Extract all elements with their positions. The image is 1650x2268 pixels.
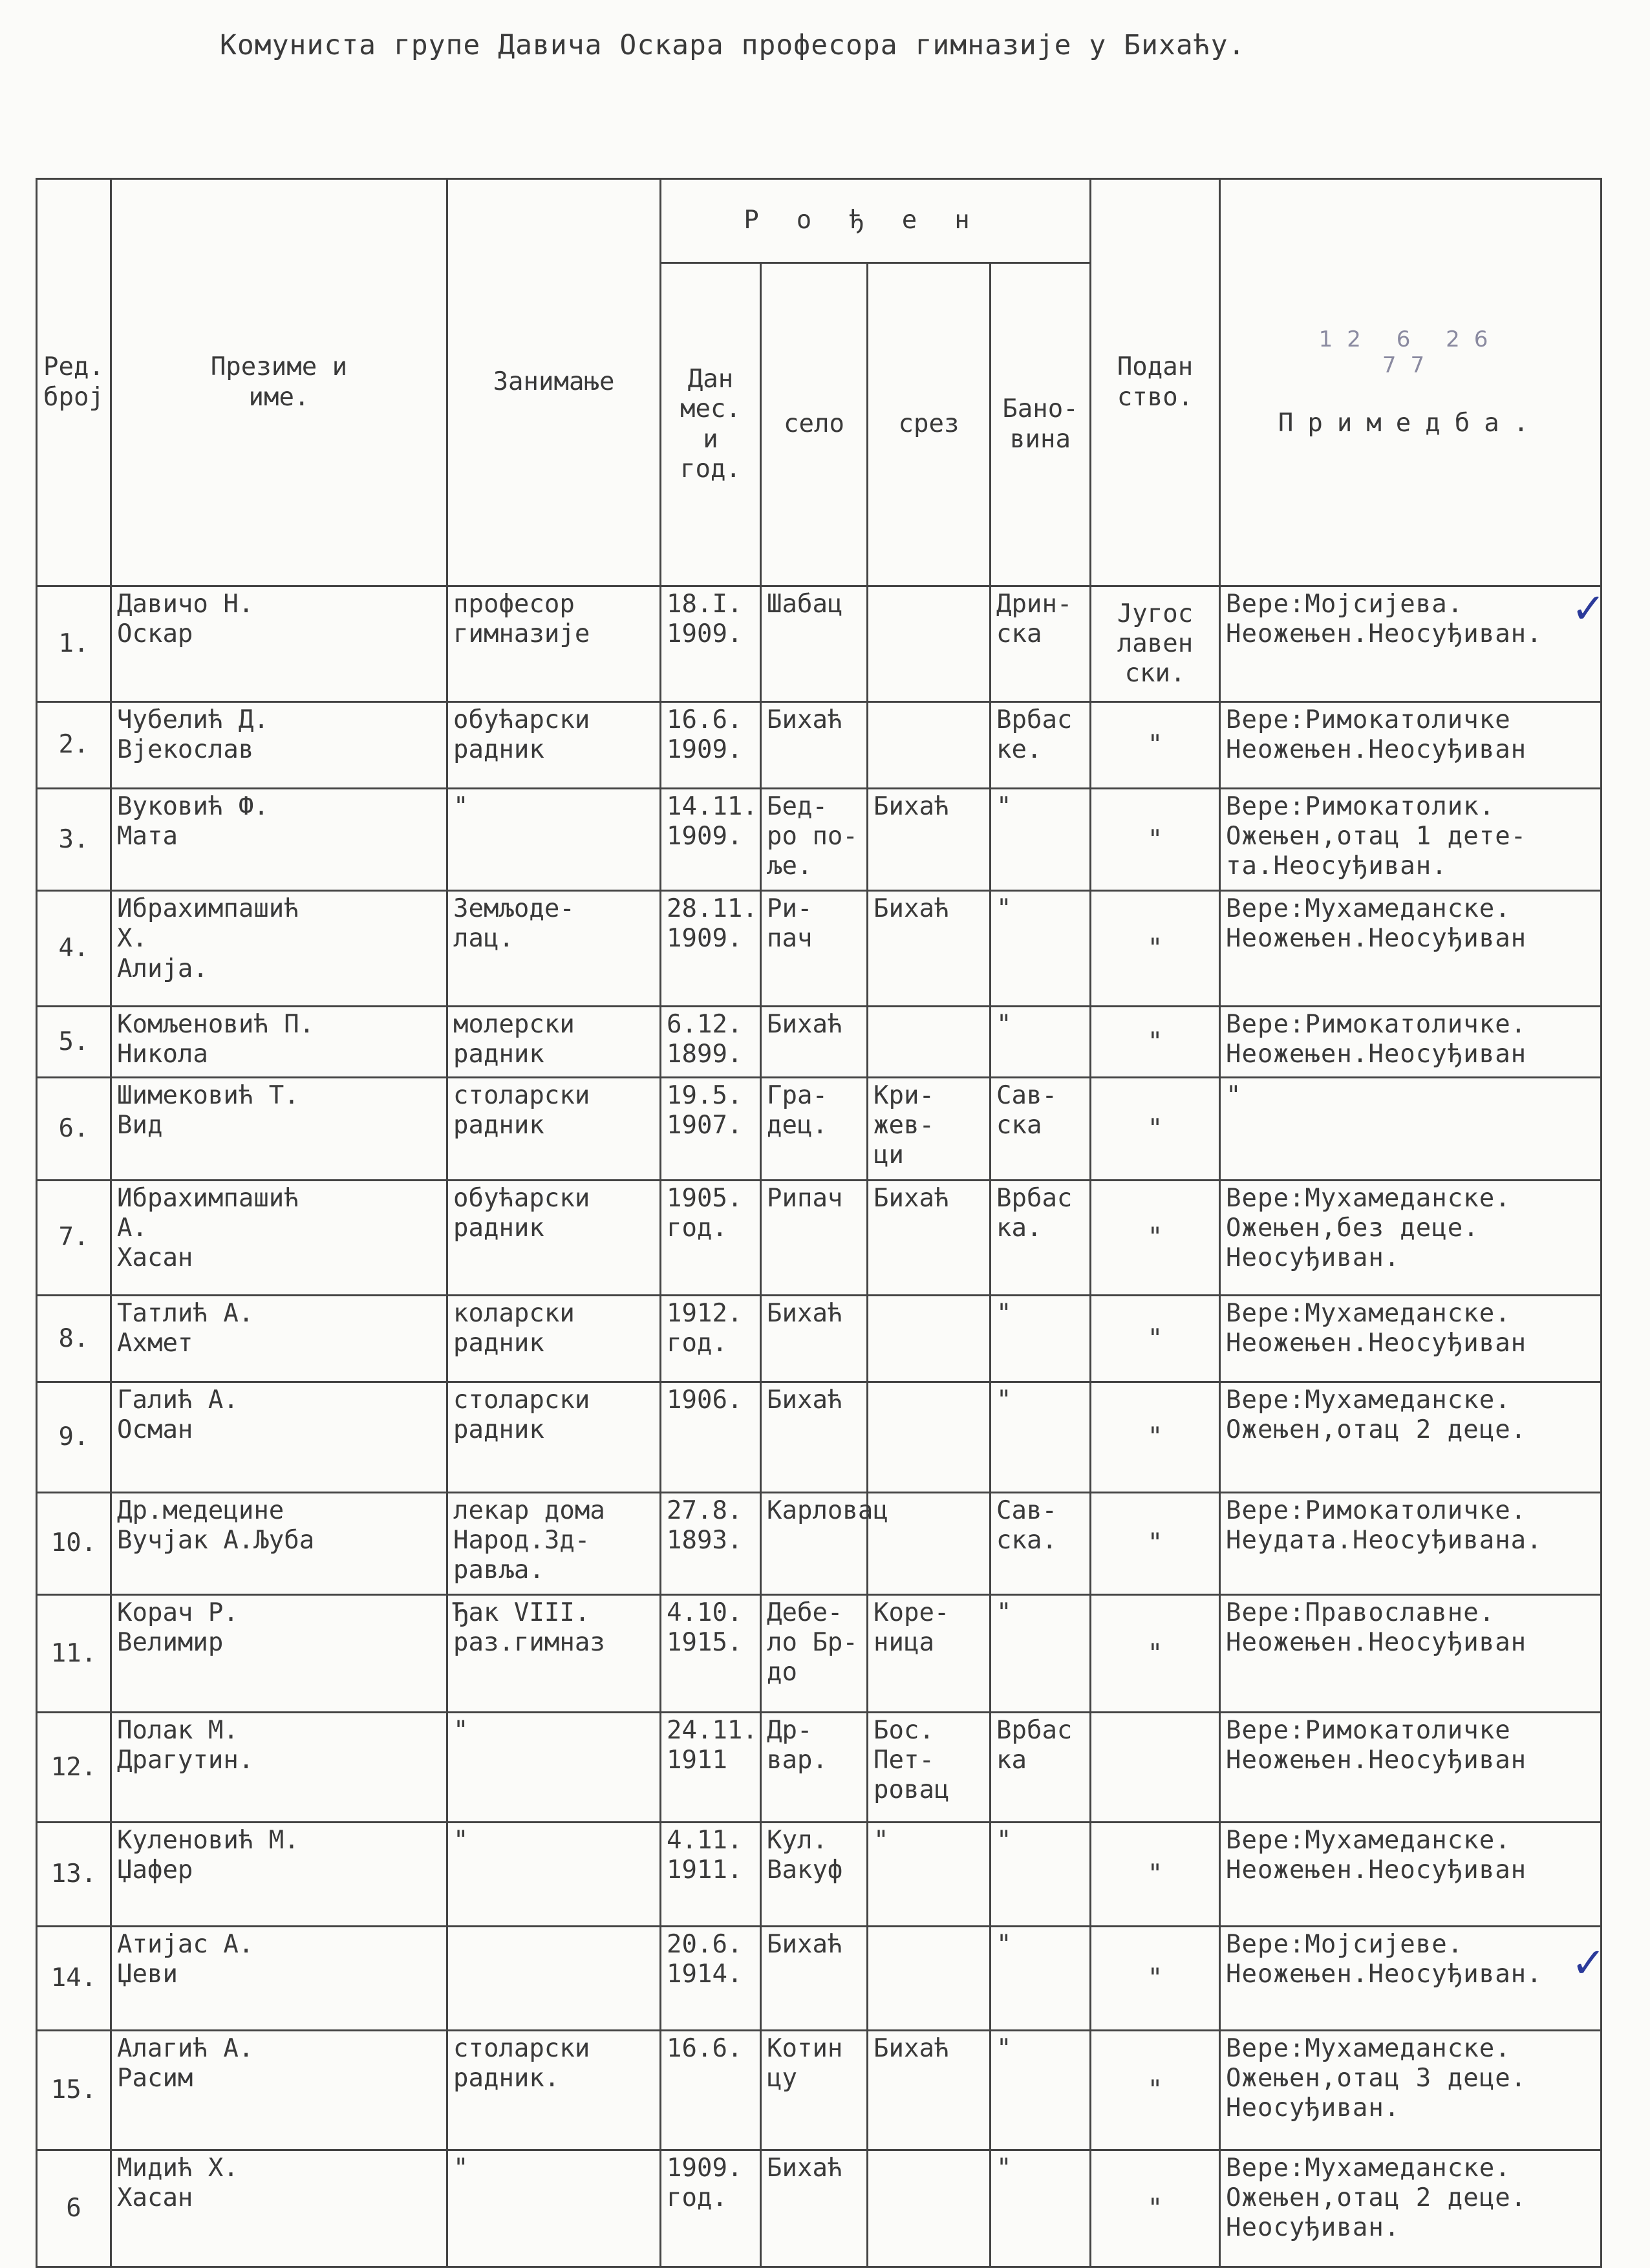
- district-cell: Бихаћ: [868, 788, 991, 891]
- table-header: [37, 179, 1602, 586]
- note-cell: Вере:Мојсијева. Неожењен.Неосуђиван.: [1220, 586, 1602, 702]
- note-cell: Вере:Мухамеданске. Неожењен.Неосуђиван: [1220, 1296, 1602, 1382]
- birth-date-cell: 16.6.: [661, 2030, 761, 2150]
- banovina-cell: ": [991, 2030, 1091, 2150]
- citizenship-cell: ": [1091, 1927, 1220, 2031]
- village-cell: Кул. Вакуф: [761, 1823, 868, 1927]
- birth-date-cell: 28.11. 1909.: [661, 891, 761, 1007]
- row-number: 4.: [37, 891, 111, 1007]
- birth-date-cell: 1912. год.: [661, 1296, 761, 1382]
- occupation-cell: столарски радник: [447, 1382, 661, 1492]
- birth-date-cell: 1909. год.: [661, 2150, 761, 2267]
- birth-date-cell: 27.8. 1893.: [661, 1492, 761, 1595]
- name-cell: Ибрахимпашић Х. Алија.: [111, 891, 447, 1007]
- citizenship-cell: Југос лавен ски.: [1091, 586, 1220, 702]
- occupation-cell: ": [447, 788, 661, 891]
- district-cell: [868, 2150, 991, 2267]
- name-cell: Др.медецине Вучјак А.Љуба: [111, 1492, 447, 1595]
- header-occupation: Занимање: [447, 179, 661, 586]
- header-banovina: Бано- вина: [991, 263, 1091, 586]
- check-mark: ✓: [1571, 585, 1606, 633]
- name-cell: Мидић Х. Хасан: [111, 2150, 447, 2267]
- note-cell: Вере:Римокатоличке. Неожењен.Неосуђиван: [1220, 1007, 1602, 1078]
- note-cell: Вере:Римокатоличке Неожењен.Неосуђиван: [1220, 1713, 1602, 1823]
- citizenship-cell: ": [1091, 1180, 1220, 1296]
- name-cell: Полак М. Драгутин.: [111, 1713, 447, 1823]
- birth-date-cell: 20.6. 1914.: [661, 1927, 761, 2031]
- note-cell: Вере:Мухамеданске. Неожењен.Неосуђиван: [1220, 1823, 1602, 1927]
- banovina-cell: ": [991, 788, 1091, 891]
- table-row: [37, 586, 1602, 702]
- note-cell: Вере:Римокатоличке. Неудата.Неосуђивана.: [1220, 1492, 1602, 1595]
- name-cell: Галић А. Осман: [111, 1382, 447, 1492]
- table-row: [37, 1927, 1602, 2031]
- village-cell: Др- вар.: [761, 1713, 868, 1823]
- document-title: Комуниста групе Давича Оскара професора гимназије у Бихаћу.: [220, 29, 1246, 61]
- district-cell: ": [868, 1823, 991, 1927]
- note-cell: ": [1220, 1077, 1602, 1180]
- name-cell: Давичо Н. Оскар: [111, 586, 447, 702]
- row-number: 3.: [37, 788, 111, 891]
- row-number: 6: [37, 2150, 111, 2267]
- birth-date-cell: 4.10. 1915.: [661, 1595, 761, 1713]
- birth-date-cell: 6.12. 1899.: [661, 1007, 761, 1078]
- note-cell: Вере:Римокатоличке Неожењен.Неосуђиван: [1220, 701, 1602, 788]
- name-cell: Куленовић М. Џафер: [111, 1823, 447, 1927]
- occupation-cell: ": [447, 2150, 661, 2267]
- table-row: [37, 1823, 1602, 1927]
- banovina-cell: ": [991, 1382, 1091, 1492]
- village-cell: Бихаћ: [761, 2150, 868, 2267]
- district-cell: [868, 586, 991, 702]
- village-cell: Бихаћ: [761, 1382, 868, 1492]
- row-number: 5.: [37, 1007, 111, 1078]
- occupation-cell: ": [447, 1823, 661, 1927]
- banovina-cell: ": [991, 1595, 1091, 1713]
- note-cell: Вере:Мухамеданске. Неожењен.Неосуђиван: [1220, 891, 1602, 1007]
- occupation-cell: лекар дома Народ.Зд- равља.: [447, 1492, 661, 1595]
- citizenship-cell: ": [1091, 1296, 1220, 1382]
- district-cell: [868, 701, 991, 788]
- birth-date-cell: 24.11. 1911: [661, 1713, 761, 1823]
- members-table: [36, 178, 1602, 2268]
- banovina-cell: ": [991, 1296, 1091, 1382]
- citizenship-cell: ": [1091, 701, 1220, 788]
- name-cell: Ибрахимпашић А. Хасан: [111, 1180, 447, 1296]
- name-cell: Атијас А. Џеви: [111, 1927, 447, 2031]
- row-number: 2.: [37, 701, 111, 788]
- header-date: Дан мес. и год.: [661, 263, 761, 586]
- name-cell: Татлић А. Ахмет: [111, 1296, 447, 1382]
- district-cell: [868, 1927, 991, 2031]
- birth-date-cell: 14.11. 1909.: [661, 788, 761, 891]
- row-number: 8.: [37, 1296, 111, 1382]
- row-number: 7.: [37, 1180, 111, 1296]
- district-cell: Кри- жев- ци: [868, 1077, 991, 1180]
- table-row: [37, 2030, 1602, 2150]
- row-number: 9.: [37, 1382, 111, 1492]
- header-row-number: Ред. број: [37, 179, 111, 586]
- row-number: 12.: [37, 1713, 111, 1823]
- citizenship-cell: ": [1091, 1492, 1220, 1595]
- village-cell: Дебе- ло Бр- до: [761, 1595, 868, 1713]
- name-cell: Алагић А. Расим: [111, 2030, 447, 2150]
- district-cell: Бихаћ: [868, 1180, 991, 1296]
- citizenship-cell: [1091, 1713, 1220, 1823]
- table-row: [37, 891, 1602, 1007]
- name-cell: Шимековић Т. Вид: [111, 1077, 447, 1180]
- header-note: [1220, 179, 1602, 586]
- table-row: [37, 701, 1602, 788]
- table-row: [37, 1007, 1602, 1078]
- citizenship-cell: ": [1091, 1595, 1220, 1713]
- citizenship-cell: ": [1091, 1823, 1220, 1927]
- row-number: 14.: [37, 1927, 111, 2031]
- table-row: [37, 1713, 1602, 1823]
- banovina-cell: ": [991, 1007, 1091, 1078]
- note-cell: Вере:Римокатолик. Ожењен,отац 1 дете- та.Неосуђиван.: [1220, 788, 1602, 891]
- village-cell: Бихаћ: [761, 1927, 868, 2031]
- occupation-cell: ": [447, 1713, 661, 1823]
- birth-date-cell: 1905. год.: [661, 1180, 761, 1296]
- banovina-cell: ": [991, 1823, 1091, 1927]
- banovina-cell: Врбас ка: [991, 1713, 1091, 1823]
- table-row: [37, 2150, 1602, 2267]
- table-row: [37, 788, 1602, 891]
- occupation-cell: коларски радник: [447, 1296, 661, 1382]
- occupation-cell: столарски радник: [447, 1077, 661, 1180]
- village-cell: Котин цу: [761, 2030, 868, 2150]
- note-cell: Вере:Мојсијеве. Неожењен.Неосуђиван.: [1220, 1927, 1602, 2031]
- occupation-cell: професор гимназије: [447, 586, 661, 702]
- citizenship-cell: ": [1091, 891, 1220, 1007]
- birth-date-cell: 18.I. 1909.: [661, 586, 761, 702]
- occupation-cell: [447, 1927, 661, 2031]
- banovina-cell: Врбас ка.: [991, 1180, 1091, 1296]
- citizenship-cell: ": [1091, 1077, 1220, 1180]
- header-note-label: Примедба.: [1278, 408, 1543, 438]
- village-cell: Бихаћ: [761, 1007, 868, 1078]
- row-number: 15.: [37, 2030, 111, 2150]
- district-cell: Коре- ница: [868, 1595, 991, 1713]
- table-row: [37, 1382, 1602, 1492]
- table-row: [37, 1180, 1602, 1296]
- table-row: [37, 1296, 1602, 1382]
- check-mark: ✓: [1571, 1940, 1606, 1987]
- note-cell: Вере:Православне. Неожењен.Неосуђиван: [1220, 1595, 1602, 1713]
- header-handwritten-note: 12 6 26 77: [1318, 326, 1503, 379]
- district-cell: Бихаћ: [868, 2030, 991, 2150]
- village-cell: Рипач: [761, 1180, 868, 1296]
- note-cell: Вере:Мухамеданске. Ожењен,отац 2 деце.: [1220, 1382, 1602, 1492]
- occupation-cell: столарски радник.: [447, 2030, 661, 2150]
- village-cell: Бихаћ: [761, 1296, 868, 1382]
- district-cell: [868, 1382, 991, 1492]
- row-number: 6.: [37, 1077, 111, 1180]
- citizenship-cell: ": [1091, 1007, 1220, 1078]
- birth-date-cell: 4.11. 1911.: [661, 1823, 761, 1927]
- header-village: село: [761, 263, 868, 586]
- district-cell: Бихаћ: [868, 891, 991, 1007]
- row-number: 11.: [37, 1595, 111, 1713]
- banovina-cell: Дрин- ска: [991, 586, 1091, 702]
- district-cell: Бос. Пет- ровац: [868, 1713, 991, 1823]
- village-cell: Карловац: [761, 1492, 868, 1595]
- table-row: [37, 1492, 1602, 1595]
- name-cell: Комљеновић П. Никола: [111, 1007, 447, 1078]
- village-cell: Гра- дец.: [761, 1077, 868, 1180]
- name-cell: Чубелић Д. Вјекослав: [111, 701, 447, 788]
- birth-date-cell: 19.5. 1907.: [661, 1077, 761, 1180]
- table-body: [37, 586, 1602, 2267]
- district-cell: [868, 1007, 991, 1078]
- row-number: 10.: [37, 1492, 111, 1595]
- village-cell: Шабац: [761, 586, 868, 702]
- citizenship-cell: ": [1091, 2150, 1220, 2267]
- village-cell: Бед- ро по- ље.: [761, 788, 868, 891]
- row-number: 1.: [37, 586, 111, 702]
- note-cell: Вере:Мухамеданске. Ожењен,отац 3 деце. Неосуђиван.: [1220, 2030, 1602, 2150]
- table-row: [37, 1077, 1602, 1180]
- village-cell: Бихаћ: [761, 701, 868, 788]
- occupation-cell: Ђак VIII. раз.гимназ: [447, 1595, 661, 1713]
- banovina-cell: Врбас ке.: [991, 701, 1091, 788]
- banovina-cell: Сав- ска.: [991, 1492, 1091, 1595]
- table-row: [37, 1595, 1602, 1713]
- district-cell: [868, 1296, 991, 1382]
- note-cell: Вере:Мухамеданске. Ожењен,без деце. Неосуђиван.: [1220, 1180, 1602, 1296]
- village-cell: Ри- пач: [761, 891, 868, 1007]
- name-cell: Вуковић Ф. Мата: [111, 788, 447, 891]
- occupation-cell: Земљоде- лац.: [447, 891, 661, 1007]
- header-born-group: Рођен: [661, 179, 1091, 263]
- header-district: срез: [868, 263, 991, 586]
- note-cell: Вере:Мухамеданске. Ожењен,отац 2 деце. Неосуђиван.: [1220, 2150, 1602, 2267]
- banovina-cell: ": [991, 1927, 1091, 2031]
- row-number: 13.: [37, 1823, 111, 1927]
- name-cell: Корач Р. Велимир: [111, 1595, 447, 1713]
- citizenship-cell: ": [1091, 2030, 1220, 2150]
- citizenship-cell: ": [1091, 1382, 1220, 1492]
- occupation-cell: молерски радник: [447, 1007, 661, 1078]
- banovina-cell: ": [991, 891, 1091, 1007]
- birth-date-cell: 16.6. 1909.: [661, 701, 761, 788]
- header-citizenship: Подан ство.: [1091, 179, 1220, 586]
- occupation-cell: обућарски радник: [447, 701, 661, 788]
- citizenship-cell: ": [1091, 788, 1220, 891]
- birth-date-cell: 1906.: [661, 1382, 761, 1492]
- banovina-cell: ": [991, 2150, 1091, 2267]
- header-name: Презиме и име.: [111, 179, 447, 586]
- banovina-cell: Сав- ска: [991, 1077, 1091, 1180]
- occupation-cell: обућарски радник: [447, 1180, 661, 1296]
